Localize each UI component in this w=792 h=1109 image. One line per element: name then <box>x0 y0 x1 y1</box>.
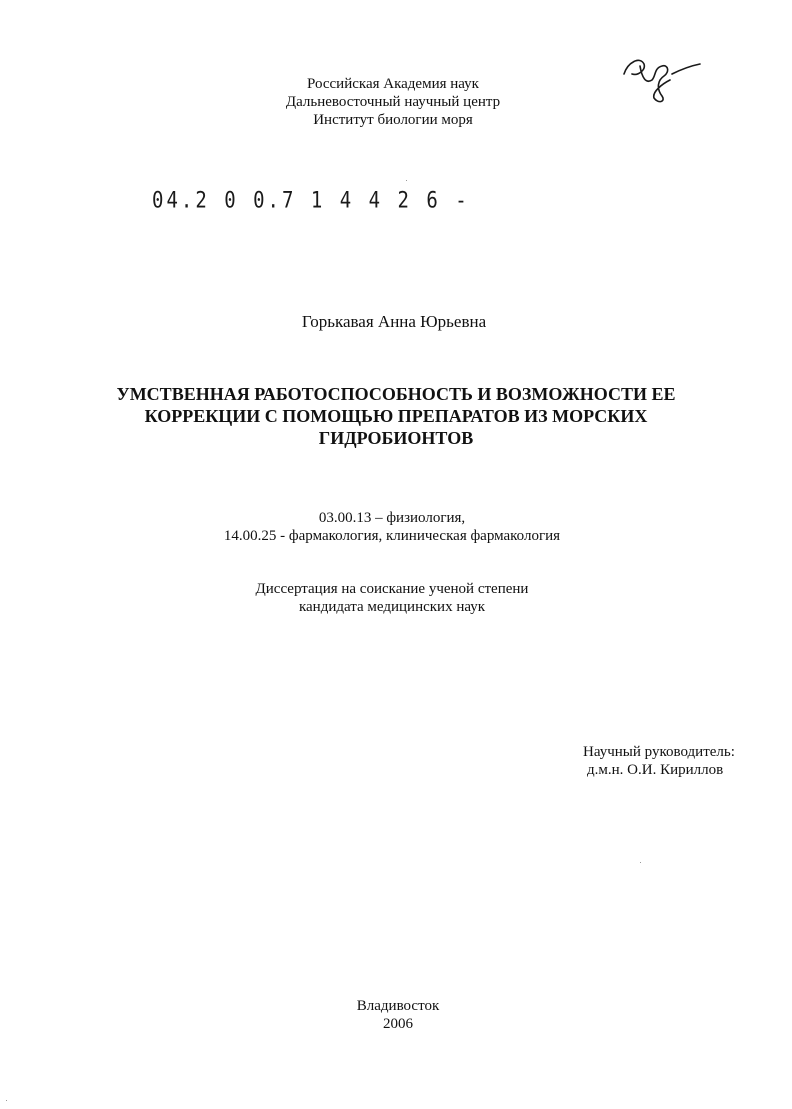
academy-name: Российская Академия наук <box>307 76 479 92</box>
supervisor-label: Научный руководитель: <box>583 744 735 760</box>
city: Владивосток <box>356 998 440 1014</box>
institution-header <box>0 75 789 129</box>
year: 2006 <box>383 1016 413 1032</box>
supervisor-name: д.м.н. О.И. Кириллов <box>587 762 724 778</box>
registration-number-stamp: 04.2 0 0.7 1 4 4 2 6 - <box>152 188 470 214</box>
place-and-year <box>2 997 792 1033</box>
degree-line: кандидата медицинских наук <box>298 599 486 615</box>
science-center-name: Дальневосточный научный центр <box>285 94 501 110</box>
title-line: УМСТВЕННАЯ РАБОТОСПОСОБНОСТЬ И ВОЗМОЖНОСТИ ЕЕ <box>116 384 676 404</box>
scan-speck <box>6 1100 7 1101</box>
specialty-codes <box>0 509 788 545</box>
title-line: ГИДРОБИОНТОВ <box>318 428 474 448</box>
scan-speck <box>406 180 407 181</box>
dissertation-title <box>0 383 792 449</box>
specialty-physiology: 03.00.13 – физиология, <box>318 510 466 526</box>
author-name: Горькавая Анна Юрьевна <box>301 312 487 331</box>
degree-line: Диссертация на соискание ученой степени <box>255 581 529 597</box>
specialty-pharmacology: 14.00.25 - фармакология, клиническая фармакология <box>223 528 561 544</box>
degree-statement <box>0 580 788 616</box>
scientific-supervisor <box>583 743 735 779</box>
title-line: КОРРЕКЦИИ С ПОМОЩЬЮ ПРЕПАРАТОВ ИЗ МОРСКИХ <box>144 406 648 426</box>
scan-speck <box>640 862 641 863</box>
institute-name: Институт биологии моря <box>313 112 473 128</box>
